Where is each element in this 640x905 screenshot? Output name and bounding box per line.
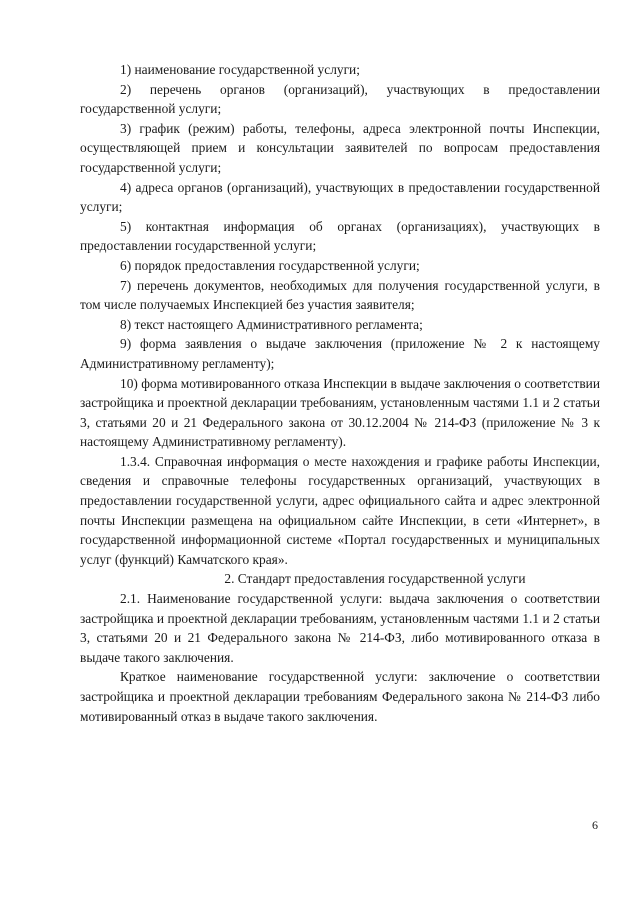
paragraph-item-10: 10) форма мотивированного отказа Инспекции в выдаче заключения о соответствии застройщика и проектной декларации требованиям, установленным частями 1.1 и 2 статьи 3, статьями 20 и 21 Федерального закона от 30.12.2004 № 214-ФЗ (приложение № 3 к настоящему Административному регламенту). <box>80 375 600 450</box>
paragraph-item-4: 4) адреса органов (организаций), участвующих в предоставлении государственной услуги; <box>80 179 600 215</box>
paragraph-item-2: 2) перечень органов (организаций), участвующих в предоставлении государственной услуги; <box>80 81 600 117</box>
paragraph-short-name: Краткое наименование государственной услуги: заключение о соответствии застройщика и проектной декларации требованиям Федерального закона № 214-ФЗ либо мотивированный отказ в выдаче такого заключения. <box>80 669 600 724</box>
paragraph-2-1: 2.1. Наименование государственной услуги: выдача заключения о соответствии застройщика и проектной декларации требованиям, установленным частями 1.1 и 2 статьи 3, статьями 20 и 21 Федерального закона № 214-ФЗ, либо мотивированного отказа в выдаче такого заключения. <box>80 591 600 665</box>
paragraph-1-3-4: 1.3.4. Справочная информация о месте нахождения и графике работы Инспекции, сведения и справочные телефоны государственных организаций, участвующих в предоставлении государственной услуги, адрес официального сайта и адрес электронной почты Инспекции размещена на официальном сайте Инспекции, в сети «Интернет», в государственной информационной системе «Портал государственных и муниципальных услуг (функций) Камчатского края». <box>80 453 600 567</box>
paragraph-item-9: 9) форма заявления о выдаче заключения (приложение № 2 к настоящему Административному регламенту); <box>80 336 600 371</box>
paragraph-item-1: 1) наименование государственной услуги; <box>120 62 360 77</box>
paragraph-item-8: 8) текст настоящего Административного регламента; <box>120 316 423 332</box>
paragraph-item-5: 5) контактная информация об органах (организациях), участвующих в предоставлении государственной услуги; <box>80 218 600 254</box>
paragraph-item-7: 7) перечень документов, необходимых для получения государственной услуги, в том числе получаемых Инспекцией без участия заявителя; <box>80 277 600 313</box>
paragraph-item-6: 6) порядок предоставления государственной услуги; <box>120 257 420 273</box>
paragraph-item-3: 3) график (режим) работы, телефоны, адреса электронной почты Инспекции, осуществляющей прием и консультации заявителей по вопросам предоставления государственной услуги; <box>80 120 600 175</box>
page-number: 6 <box>592 818 598 832</box>
document-body <box>80 60 600 726</box>
section-heading: 2. Стандарт предоставления государственной услуги <box>224 571 526 587</box>
